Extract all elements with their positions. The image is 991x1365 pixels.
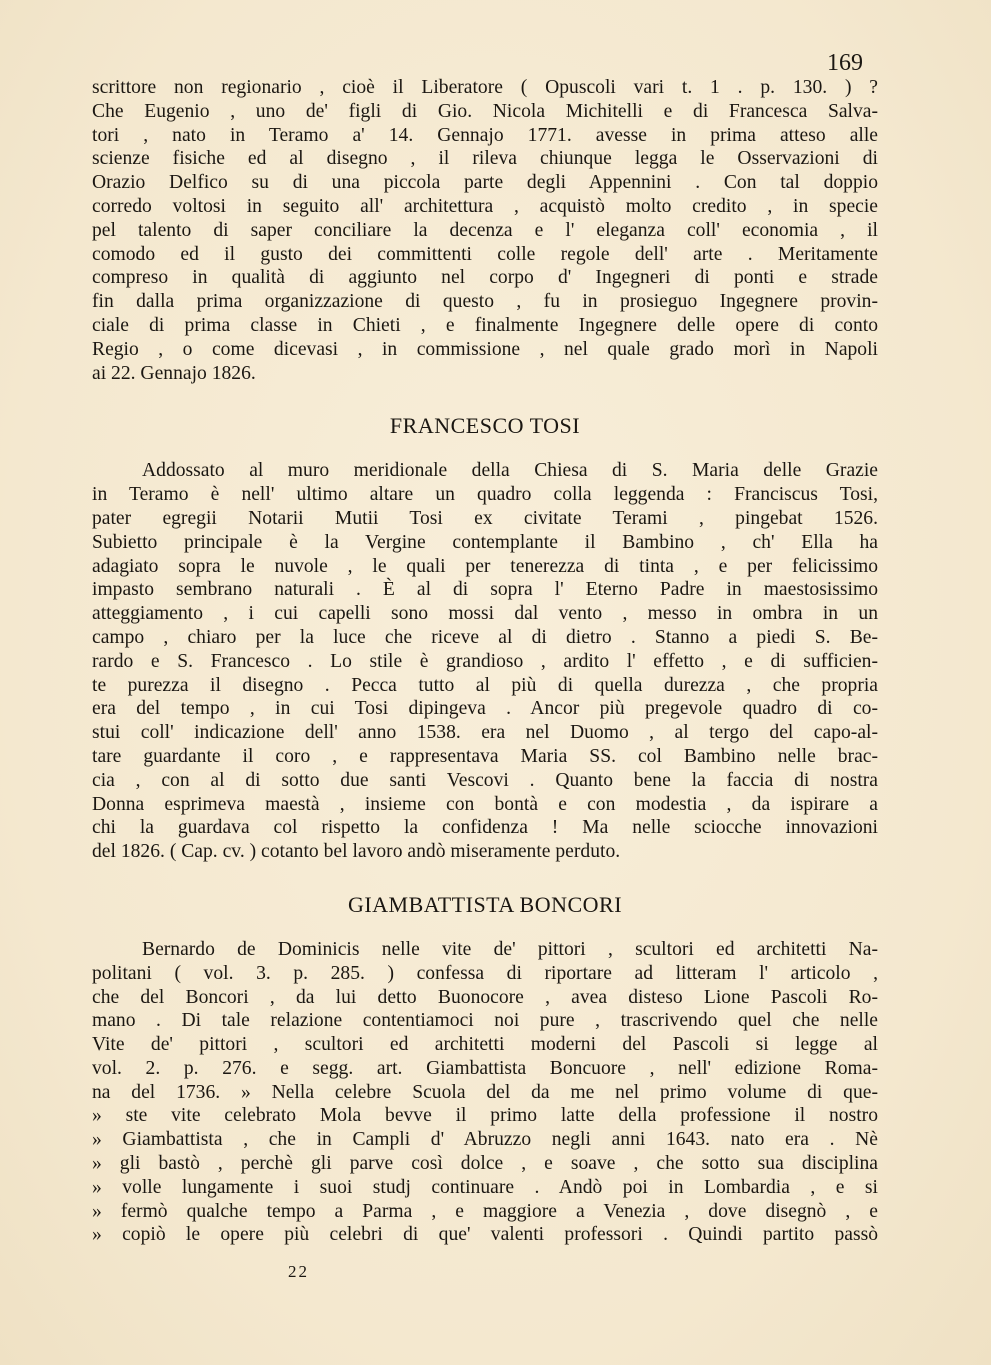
paragraph-tosi <box>92 459 878 864</box>
text-line: pel talento di saper conciliare la decenza e l' eleganza coll' economia , il <box>92 219 878 241</box>
text-line: Orazio Delfico su di una piccola parte degli Appennini . Con tal doppio <box>92 172 878 194</box>
paragraph-michitelli <box>92 76 878 385</box>
section-title-francesco-tosi: FRANCESCO TOSI <box>389 413 581 439</box>
text-line: na del 1736. » Nella celebre Scuola del da me nel primo volume di que- <box>92 1081 878 1103</box>
text-line: » Giambattista , che in Campli d' Abruzzo negli anni 1643. nato era . Nè <box>92 1129 878 1151</box>
text-line: corredo voltosi in seguito all' architettura , acquistò molto credito , in specie <box>92 195 878 217</box>
text-line: Regio , o come dicevasi , in commissione , nel quale grado morì in Napoli <box>92 338 878 360</box>
text-line: Bernardo de Dominicis nelle vite de' pittori , scultori ed architetti Na- <box>142 938 878 960</box>
text-line: tori , nato in Teramo a' 14. Gennajo 1771. avesse in prima atteso alle <box>92 124 878 146</box>
text-line: vol. 2. p. 276. e segg. art. Giambattista Boncuore , nell' edizione Roma- <box>92 1057 878 1079</box>
text-line: adagiato sopra le nuvole , le quali per tenerezza di tinta , e per felicissimo <box>92 555 878 577</box>
text-line: » volle lungamente i suoi studj continuare . Andò poi in Lombardia , e si <box>92 1176 878 1198</box>
text-line: Donna esprimeva maestà , insieme con bontà e con modestia , da ispirare a <box>92 793 878 815</box>
text-line: in Teramo è nell' ultimo altare un quadro colla leggenda : Franciscus Tosi, <box>92 484 878 506</box>
text-line: Addossato al muro meridionale della Chiesa di S. Maria delle Grazie <box>142 460 878 482</box>
text-column <box>92 76 878 1247</box>
text-line: pater egregii Notarii Mutii Tosi ex civitate Terami , pingebat 1526. <box>92 507 878 529</box>
text-line: te purezza il disegno . Pecca tutto al più di quella durezza , che propria <box>92 674 878 696</box>
text-line: » gli bastò , perchè gli parve così dolce , e soave , che sotto sua disciplina <box>92 1153 878 1175</box>
text-line: cia , con al di sotto due santi Vescovi . Quanto bene la faccia di nostra <box>92 769 878 791</box>
text-line: politani ( vol. 3. p. 285. ) confessa di riportare ad litteram l' articolo , <box>92 962 878 984</box>
text-line: » fermò qualche tempo a Parma , e maggiore a Venezia , dove disegnò , e <box>92 1200 878 1222</box>
text-line: campo , chiaro per la luce che riceve al di dietro . Stanno a piedi S. Be- <box>92 626 878 648</box>
text-line: del 1826. ( Cap. cv. ) cotanto bel lavoro andò miseramente perduto. <box>92 841 621 863</box>
text-line: impasto sembrano naturali . È al di sopra l' Eterno Padre in maestosissimo <box>92 579 878 601</box>
section-title-giambattista-boncori: GIAMBATTISTA BONCORI <box>347 891 623 917</box>
text-line: rardo e S. Francesco . Lo stile è grandioso , ardito l' effetto , e di sufficien- <box>92 650 878 672</box>
text-line: scrittore non regionario , cioè il Liberatore ( Opuscoli vari t. 1 . p. 130. ) ? <box>92 77 878 98</box>
text-line: Che Eugenio , uno de' figli di Gio. Nicola Michitelli e di Francesca Salva- <box>92 100 878 122</box>
signature-mark: 22 <box>288 1262 309 1281</box>
text-line: fin dalla prima organizzazione di questo , fu in prosieguo Ingegnere provin- <box>92 291 878 313</box>
text-line: ai 22. Gennajo 1826. <box>92 362 256 384</box>
text-line: compreso in qualità di aggiunto nel corpo d' Ingegneri di ponti e strade <box>92 267 878 289</box>
text-line: atteggiamento , i cui capelli sono mossi dal vento , messo in ombra in un <box>92 603 878 625</box>
paragraph-boncori <box>92 938 878 1247</box>
text-line: Subietto principale è la Vergine contemplante il Bambino , ch' Ella ha <box>92 531 878 553</box>
text-line: stui coll' indicazione dell' anno 1538. era nel Duomo , al tergo del capo-al- <box>92 722 878 744</box>
text-line: » ste vite celebrato Mola bevve il primo latte della professione il nostro <box>92 1105 878 1127</box>
text-line: mano . Di tale relazione contentiamoci noi pure , trascrivendo quel che nelle <box>92 1010 878 1032</box>
text-line: scienze fisiche ed al disegno , il rileva chiunque legga le Osservazioni di <box>92 148 878 170</box>
text-line: » copiò le opere più celebri di que' valenti professori . Quindi partito passò <box>92 1224 878 1246</box>
text-line: Vite de' pittori , scultori ed architetti moderni del Pascoli si legge al <box>92 1034 878 1056</box>
text-line: tare guardante il coro , e rappresentava Maria SS. col Bambino nelle brac- <box>92 745 878 767</box>
text-line: era del tempo , in cui Tosi dipingeva . Ancor più pregevole quadro di co- <box>92 698 878 720</box>
page-number: 169 <box>827 50 863 76</box>
text-line: chi la guardava col rispetto la confidenza ! Ma nelle sciocche innovazioni <box>92 817 878 839</box>
text-line: ciale di prima classe in Chieti , e finalmente Ingegnere delle opere di conto <box>92 314 878 336</box>
text-line: che del Boncori , da lui detto Buonocore , avea disteso Lione Pascoli Ro- <box>92 986 878 1008</box>
text-line: comodo ed il gusto dei committenti colle regole dell' arte . Meritamente <box>92 243 878 265</box>
